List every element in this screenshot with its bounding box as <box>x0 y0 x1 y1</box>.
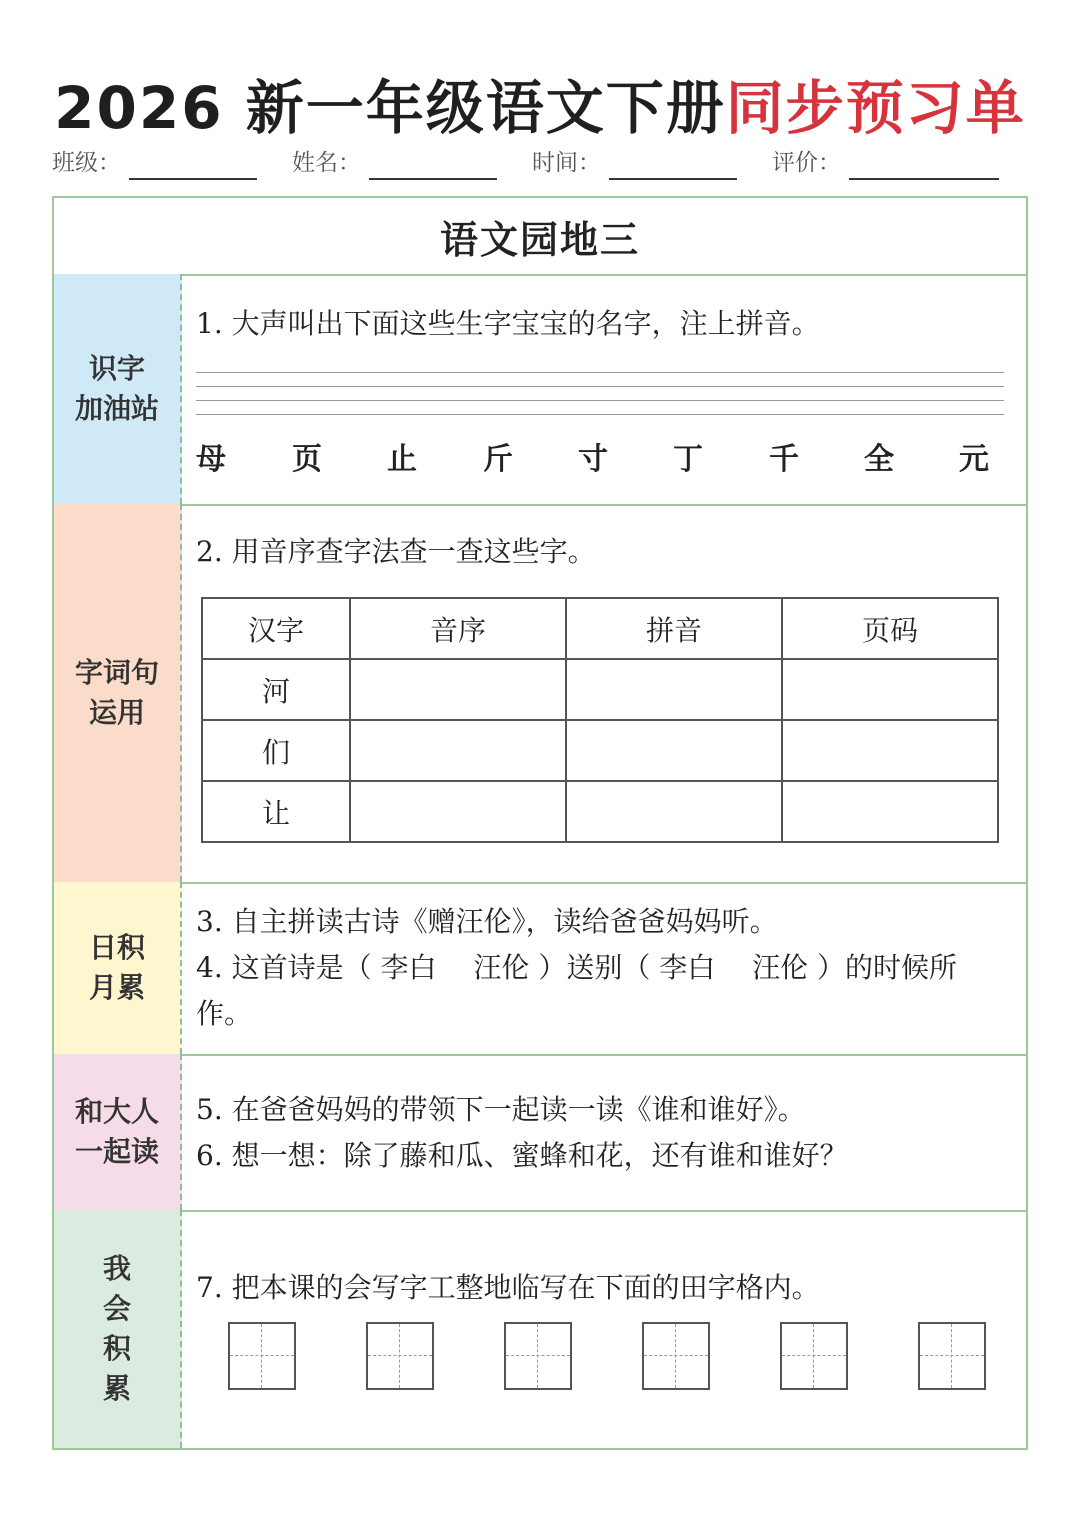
question-4: 4. 这首诗是（ 李白 汪伦 ）送别（ 李白 汪伦 ）的时候所 <box>196 951 958 984</box>
question-4-continued: 作。 <box>196 997 253 1030</box>
name-input-line[interactable] <box>369 146 497 180</box>
table-cell-blank[interactable] <box>782 720 998 781</box>
table-cell-blank[interactable] <box>566 720 782 781</box>
table-header: 汉字 <box>202 598 350 659</box>
evaluation-field[interactable] <box>772 146 999 180</box>
table-header: 音序 <box>350 598 566 659</box>
table-cell-blank[interactable] <box>782 659 998 720</box>
category-text: 日积 <box>88 931 145 964</box>
table-cell-char: 们 <box>202 720 350 781</box>
name-field[interactable] <box>292 146 497 180</box>
evaluation-label: 评价： <box>772 150 841 176</box>
table-cell-char: 让 <box>202 781 350 842</box>
section-content <box>196 504 1016 882</box>
table-row <box>202 659 998 720</box>
category-text: 识字 <box>88 352 145 385</box>
title-highlight: 同步预习单 <box>725 74 1026 142</box>
category-text: 会 <box>102 1292 131 1325</box>
question-2: 2. 用音序查字法查一查这些字。 <box>196 535 596 568</box>
tianzige-box[interactable] <box>366 1322 434 1390</box>
sheet-title: 语文园地三 <box>54 198 1026 276</box>
student-info-fields <box>52 146 1012 186</box>
table-header: 页码 <box>782 598 998 659</box>
category-text: 和大人 <box>74 1095 159 1128</box>
phonetic-lookup-table <box>201 597 999 843</box>
table-cell-blank[interactable] <box>782 781 998 842</box>
page-title <box>0 70 1080 146</box>
category-text: 字词句 <box>74 656 159 689</box>
section-label-read-with-adults <box>54 1054 182 1210</box>
question-7: 7. 把本课的会写字工整地临写在下面的田字格内。 <box>196 1271 820 1304</box>
table-cell-blank[interactable] <box>566 781 782 842</box>
time-label: 时间： <box>532 150 601 176</box>
section-read-with-adults <box>54 1054 1026 1212</box>
class-field[interactable] <box>52 146 257 180</box>
character-item: 元 <box>959 442 989 477</box>
class-input-line[interactable] <box>129 146 257 180</box>
table-cell-blank[interactable] <box>350 720 566 781</box>
table-row <box>202 781 998 842</box>
table-row <box>202 720 998 781</box>
category-text: 一起读 <box>74 1135 159 1168</box>
tianzige-box[interactable] <box>228 1322 296 1390</box>
character-item: 千 <box>769 442 799 477</box>
pinyin-writing-lines[interactable] <box>196 372 1004 414</box>
question-3: 3. 自主拼读古诗《赠汪伦》，读给爸爸妈妈听。 <box>196 905 778 938</box>
section-content <box>196 1054 1016 1210</box>
character-item: 页 <box>292 442 322 477</box>
character-item: 斤 <box>483 442 513 477</box>
section-content <box>196 274 1016 504</box>
section-i-can-accumulate <box>54 1210 1026 1448</box>
section-word-usage <box>54 504 1026 884</box>
tianzige-box[interactable] <box>918 1322 986 1390</box>
evaluation-input-line[interactable] <box>849 146 999 180</box>
question-6: 6. 想一想：除了藤和瓜、蜜蜂和花，还有谁和谁好？ <box>196 1139 848 1172</box>
section-content <box>196 1210 1016 1448</box>
table-cell-blank[interactable] <box>350 781 566 842</box>
name-label: 姓名： <box>292 150 361 176</box>
section-label-i-can-accumulate <box>54 1210 182 1448</box>
question-1: 1. 大声叫出下面这些生字宝宝的名字，注上拼音。 <box>196 307 820 340</box>
tianzige-box[interactable] <box>780 1322 848 1390</box>
section-daily-accumulation <box>54 882 1026 1056</box>
title-main: 2026 新一年级语文下册 <box>54 74 726 142</box>
category-text: 加油站 <box>74 392 159 425</box>
time-field[interactable] <box>532 146 737 180</box>
section-label-word-usage <box>54 504 182 882</box>
tianzige-box[interactable] <box>642 1322 710 1390</box>
category-text: 月累 <box>88 971 145 1004</box>
table-header: 拼音 <box>566 598 782 659</box>
character-item: 母 <box>196 442 226 477</box>
tianzige-box[interactable] <box>504 1322 572 1390</box>
category-text: 我 <box>102 1252 131 1285</box>
character-item: 丁 <box>673 442 703 477</box>
worksheet <box>52 196 1028 1450</box>
category-text: 累 <box>102 1372 131 1405</box>
time-input-line[interactable] <box>609 146 737 180</box>
question-5: 5. 在爸爸妈妈的带领下一起读一读《谁和谁好》。 <box>196 1093 806 1126</box>
section-literacy <box>54 274 1026 506</box>
class-label: 班级： <box>52 150 121 176</box>
table-cell-blank[interactable] <box>566 659 782 720</box>
category-text: 积 <box>102 1332 131 1365</box>
table-cell-char: 河 <box>202 659 350 720</box>
character-item: 寸 <box>578 442 608 477</box>
section-label-literacy <box>54 274 182 504</box>
section-content <box>196 882 1016 1054</box>
category-text: 运用 <box>88 696 145 729</box>
table-cell-blank[interactable] <box>350 659 566 720</box>
table-header-row <box>202 598 998 659</box>
character-item: 止 <box>387 442 417 477</box>
section-label-daily-accumulation <box>54 882 182 1054</box>
character-item: 全 <box>864 442 894 477</box>
